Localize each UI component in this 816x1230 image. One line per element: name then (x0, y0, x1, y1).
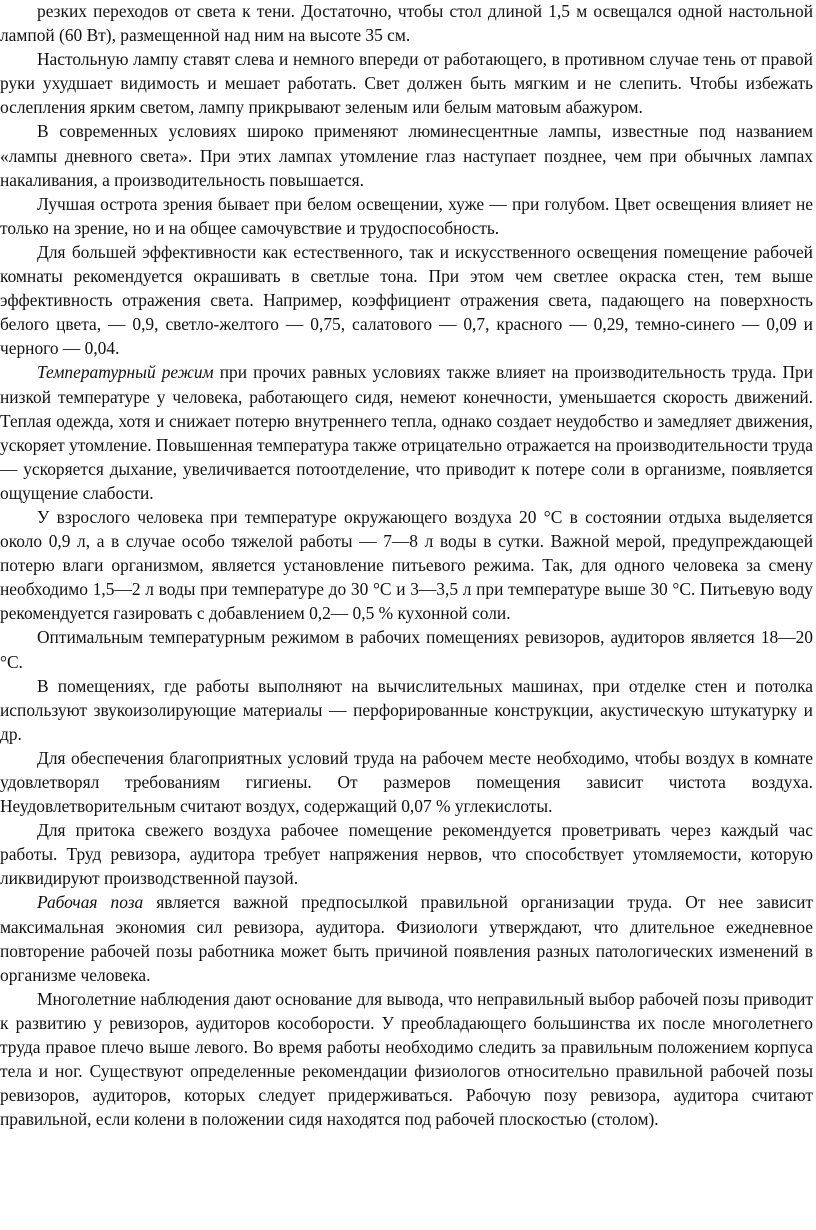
paragraph-wall-color (0, 240, 813, 360)
paragraph-text: Для притока свежего воздуха рабочее помещение рекомендуется проветривать через каждый час работы. Труд ревизора, аудитора требует напряжения нервов, что способствует утомляемости, которую ликвидируют производственной паузой. (0, 820, 813, 889)
paragraph-text: У взрослого человека при температуре окружающего воздуха 20 °С в состоянии отдыха выделяется около 0,9 л, а в случае особо тяжелой работы — 7—8 л воды в сутки. Важной мерой, предупреждающей потерю влаги организмом, является установление питьевого режима. Так, для одного человека за смену необходимо 1,5—2 л воды при температуре до 30 °С и 3—3,5 л при температуре выше 30 °С. Питьевую воду рекомендуется газировать с добавлением 0,2— 0,5 % кухонной соли. (0, 506, 813, 624)
paragraph-text: Оптимальным температурным режимом в рабочих помещениях ревизоров, аудиторов является 18—20 °С. (0, 627, 813, 672)
paragraph-text: В современных условиях широко применяют люминесцентные лампы, известные под названием «лампы дневного света». При этих лампах утомление глаз наступает позднее, чем при обычных лампах накаливания, а производительность повышается. (0, 121, 813, 190)
emphasis-term: Температурный режим (37, 362, 214, 383)
paragraph-ventilation (0, 818, 813, 890)
paragraph-working-posture (0, 890, 813, 986)
paragraph-text: Настольную лампу ставят слева и немного впереди от работающего, в противном случае тень от правой руки ухудшает видимость и мешает работать. Свет должен быть мягким и не слепить. Чтобы избежать ослепления ярким светом, лампу прикрывают зеленым или белым матовым абажуром. (0, 49, 813, 118)
paragraph-text: Многолетние наблюдения дают основание для вывода, что неправильный выбор рабочей позы приводит к развитию у ревизоров, аудиторов кособорости. У преобладающего большинства их после многолетнего труда правое плечо выше левого. Во время работы необходимо следить за правильным положением корпуса тела и ног. Существуют определенные рекомендации физиологов относительно правильной рабочей позы ревизоров, аудиторов, которых следует придерживаться. Рабочую позу ревизора, аудитора считают правильной, если колени в положении сидя находятся под рабочей плоскостью (столом). (0, 988, 813, 1130)
paragraph-text: В помещениях, где работы выполняют на вычислительных машинах, при отделке стен и потолка используют звукоизолирующие материалы — перфорированные конструкции, акустическую штукатурку и др. (0, 675, 813, 744)
paragraph-optimal-temperature (0, 625, 813, 673)
paragraph-temperature-regime (0, 360, 813, 505)
paragraph-text: при прочих равных условиях также влияет на производительность труда. При низкой температуре у человека, работающего сидя, немеют конечности, уменьшается скорость движений. Теплая одежда, хотя и снижает потерю внутреннего тепла, однако создает неудобство и замедляет движения, ускоряет утомление. Повышенная температура также отрицательно отражается на производительности труда — ускоряется дыхание, увеличивается потоотделение, что приводит к потере соли в организме, появляется ощущение слабости. (0, 362, 813, 503)
paragraph-text: Для обеспечения благоприятных условий труда на рабочем месте необходимо, чтобы воздух в комнате удовлетворял требованиям гигиены. От размеров помещения зависит чистота воздуха. Неудовлетворительным считают воздух, содержащий 0,07 % углекислоты. (0, 747, 813, 817)
paragraph-fluorescent-lamps (0, 119, 813, 191)
paragraph-vision-acuity (0, 192, 813, 240)
emphasis-term: Рабочая поза (37, 892, 144, 913)
paragraph-text: Лучшая острота зрения бывает при белом освещении, хуже — при голубом. Цвет освещения влияет не только на зрение, но и на общее самочувствие и трудоспособность. (0, 193, 813, 238)
paragraph-soundproofing (0, 674, 813, 746)
paragraph-desk-lamp (0, 47, 813, 119)
paragraph-lighting-intro (0, 0, 813, 47)
paragraph-posture-observations (0, 987, 813, 1132)
paragraph-air-hygiene (0, 746, 813, 818)
paragraph-text: резких переходов от света к тени. Достаточно, чтобы стол длиной 1,5 м освещался одной настольной лампой (60 Вт), размещенной над ним на высоте 35 см. (0, 1, 813, 46)
paragraph-text: является важной предпосылкой правильной организации труда. От нее зависит максимальная экономия сил ревизора, аудитора. Физиологи утверждают, что длительное ежедневное повторение рабочей позы работника может быть причиной появления разных патологических изменений в организме человека. (0, 892, 814, 985)
paragraph-text: Для большей эффективности как естественного, так и искусственного освещения помещение рабочей комнаты рекомендуется окрашивать в светлые тона. При этом чем светлее окраска стен, тем выше эффективность отражения света. Например, коэффициент отражения света, падающего на поверхность белого цвета, — 0,9, светло-желтого — 0,75, салатового — 0,7, красного — 0,29, темно-синего — 0,09 и черного — 0,04. (0, 241, 813, 359)
paragraph-drinking-regime (0, 505, 813, 625)
